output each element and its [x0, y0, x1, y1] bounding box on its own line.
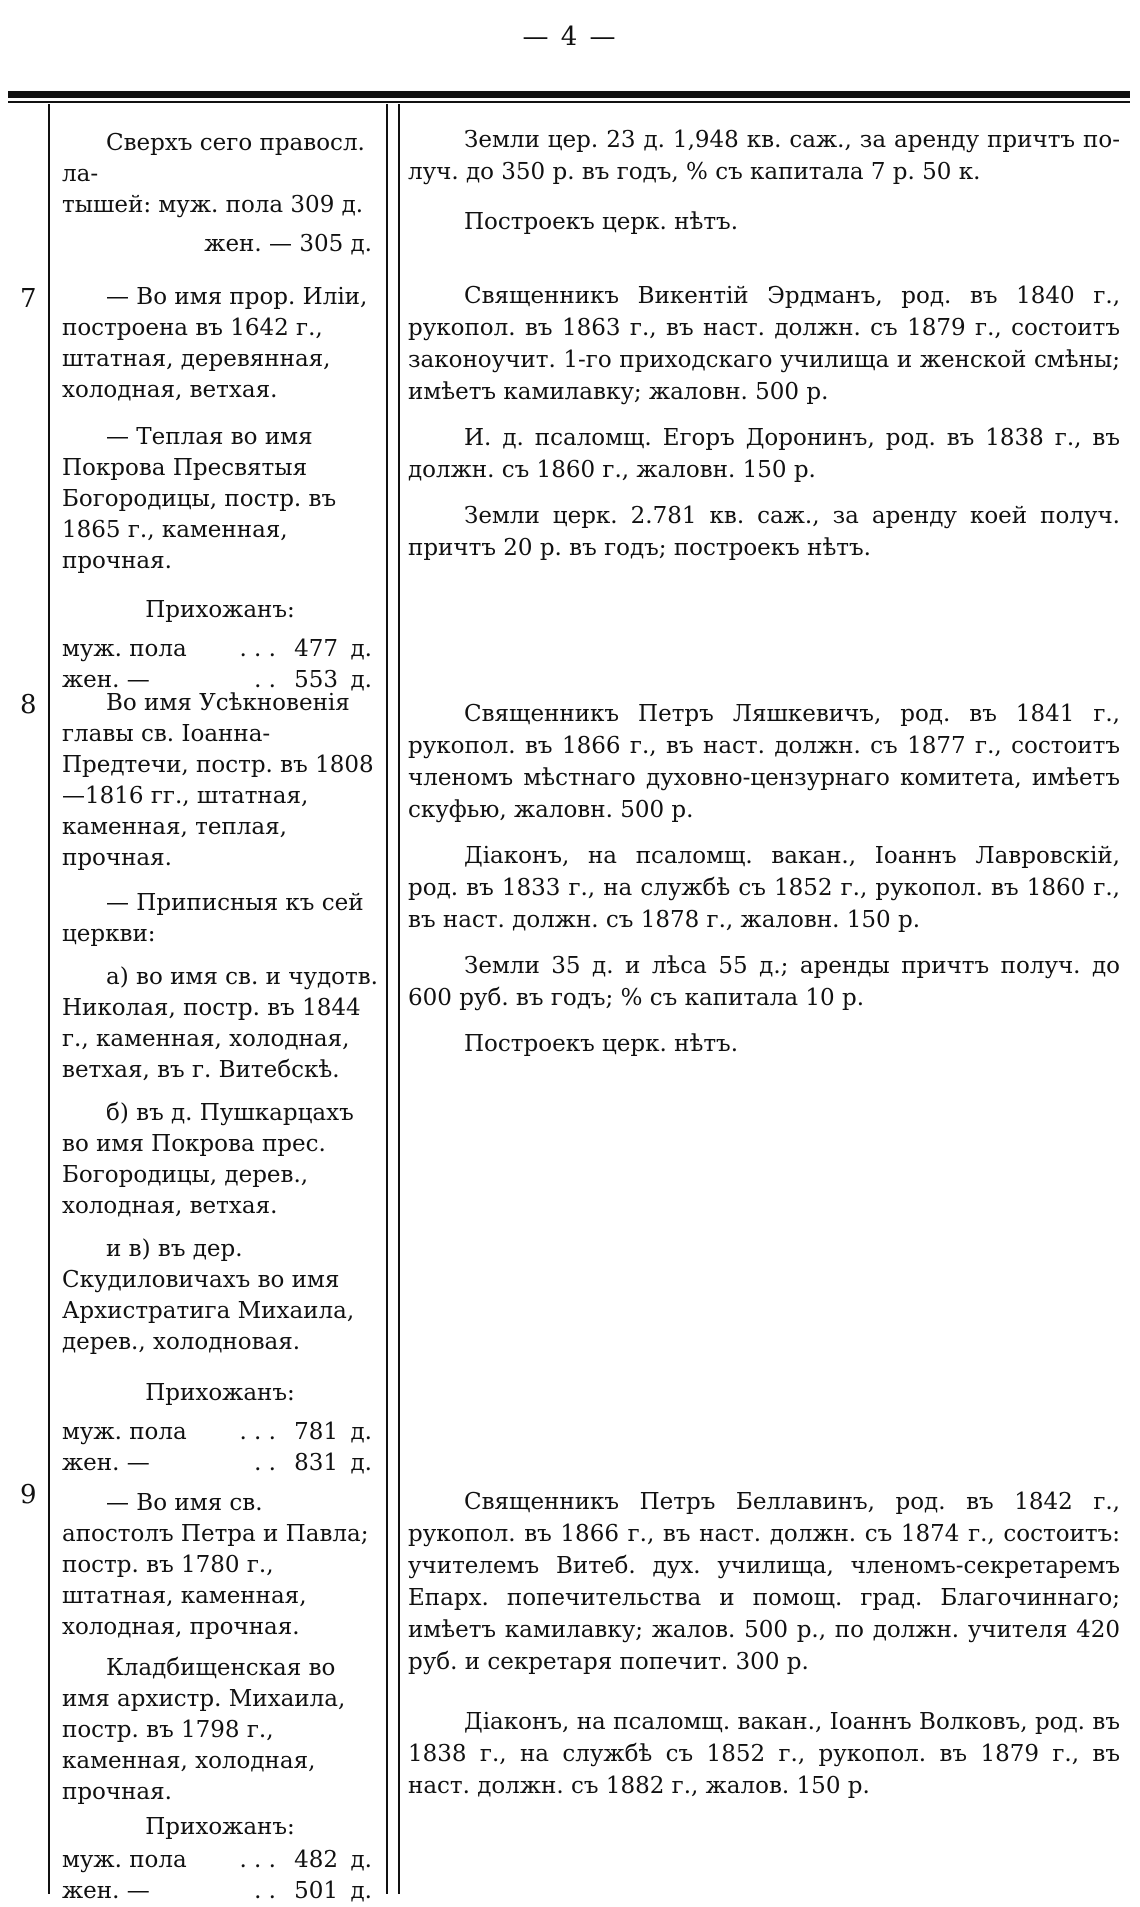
- column-divider-double-left: [386, 104, 388, 1894]
- church-description: Во имя Усѣкновенія главы св. Іоанна-Предтечи, постр. въ 1808—1816 гг., штатная, каменная, теплая, прочная.: [62, 690, 374, 871]
- male-label: муж. пола: [62, 636, 187, 662]
- unit: д.: [350, 1450, 372, 1476]
- entry-9-left: [62, 1488, 378, 1907]
- parishioners-label: Прихожанъ:: [145, 597, 295, 623]
- attached-church: а) во имя св. и чудотв. Николая, постр. въ 1844 г., каменная, холодная, ветхая, въ г. Витебскѣ.: [62, 964, 378, 1083]
- church-text: жен. — 305 д.: [204, 231, 372, 257]
- leader-dots: . .: [254, 1450, 276, 1476]
- male-label: муж. пола: [62, 1419, 187, 1445]
- page-number: — 4 —: [522, 22, 618, 52]
- entry-8-left: [62, 688, 378, 1479]
- column-divider-number: [48, 104, 50, 1894]
- female-label: жен. —: [62, 1450, 150, 1476]
- land-paragraph: Земли церк. 2.781 кв. саж., за аренду коей получ. причтъ 20 р. въ годъ; построекъ нѣтъ.: [408, 503, 1120, 561]
- female-label: жен. —: [62, 667, 150, 693]
- clergy-paragraph: Священникъ Петръ Ляшкевичъ, род. въ 1841 г., рукопол. въ 1866 г., въ наст. должн. съ 1877 г., состоитъ членомъ мѣстнаго духовно-цензурнаго комитета, имѣетъ скуфью, жаловн. 500 р.: [408, 701, 1120, 823]
- female-label: жен. —: [62, 1878, 150, 1904]
- leader-dots: . . .: [239, 636, 276, 662]
- clergy-paragraph: И. д. псаломщ. Егоръ Доронинъ, род. въ 1838 г., въ должн. съ 1860 г., жаловн. 150 р.: [408, 425, 1120, 483]
- entry-number: 7: [20, 284, 37, 314]
- leader-dots: . . .: [239, 1847, 276, 1873]
- header-rule-thin: [8, 101, 1130, 103]
- parishioners-male-row: [62, 1845, 372, 1876]
- attached-churches-heading: — Приписныя къ сей церкви:: [62, 890, 364, 947]
- church-text: тышей: муж. пола 309 д.: [62, 192, 364, 218]
- clergy-paragraph: Діаконъ, на псаломщ. вакан., Іоаннъ Волковъ, род. въ 1838 г., на службѣ съ 1852 г., рукопол. въ 1879 г., въ наст. должн. съ 1882 г., жалов. 150 р.: [408, 1709, 1120, 1799]
- church-description: — Теплая во имя Покрова Пресвятыя Богородицы, постр. въ 1865 г., каменная, прочная.: [62, 424, 337, 574]
- unit: д.: [350, 667, 372, 693]
- entry-number: 9: [20, 1480, 37, 1510]
- unit: д.: [350, 1847, 372, 1873]
- entry-continuation-left: [62, 128, 378, 260]
- parishioners-female-row: [62, 1448, 372, 1479]
- male-count: 482: [294, 1847, 338, 1873]
- female-count: 553: [294, 667, 338, 693]
- entry-9-right: [408, 1486, 1120, 1802]
- church-text: Сверхъ сего правосл. ла-: [62, 130, 365, 187]
- column-divider-double-right: [398, 104, 400, 1894]
- church-description: Кладбищенская во имя архистр. Михаила, постр. въ 1798 г., каменная, холодная, прочная.: [62, 1655, 346, 1805]
- clergy-paragraph: Діаконъ, на псаломщ. вакан., Іоаннъ Лавровскій, род. въ 1833 г., на службѣ съ 1852 г., рукопол. въ 1860 г., въ наст. должн. съ 1878 г., жаловн. 150 р.: [408, 843, 1120, 933]
- male-count: 781: [294, 1419, 338, 1445]
- parishioners-male-row: [62, 1417, 372, 1448]
- leader-dots: . . .: [239, 1419, 276, 1445]
- clergy-paragraph: Построекъ церк. нѣтъ.: [464, 209, 739, 235]
- entry-continuation-right: [408, 124, 1120, 238]
- header-rule: [8, 91, 1130, 98]
- clergy-paragraph: Священникъ Викентій Эрдманъ, род. въ 1840 г., рукопол. въ 1863 г., въ наст. должн. съ 1879 г., состоитъ законоучит. 1-го приходскаго училища и женской смѣны; имѣетъ камилавку; жаловн. 500 р.: [408, 283, 1120, 405]
- male-label: муж. пола: [62, 1847, 187, 1873]
- unit: д.: [350, 1878, 372, 1904]
- buildings-paragraph: Построекъ церк. нѣтъ.: [464, 1031, 739, 1057]
- attached-church: и в) въ дер. Скудиловичахъ во имя Архистратига Михаила, дерев., холодновая.: [62, 1236, 355, 1355]
- parishioners-female-row: [62, 1876, 372, 1907]
- parishioners-label: Прихожанъ:: [145, 1814, 295, 1840]
- church-description: — Во имя св. апостолъ Петра и Павла; постр. въ 1780 г., штатная, каменная, холодная, прочная.: [62, 1490, 369, 1640]
- female-count: 501: [294, 1878, 338, 1904]
- clergy-paragraph: Священникъ Петръ Беллавинъ, род. въ 1842 г., рукопол. въ 1866 г., въ наст. должн. съ 1874 г., состоитъ: учителемъ Витеб. дух. училища, членомъ-секретаремъ Епарх. попечительства и помощ. град. Благочиннаго; имѣетъ камилавку; жалов. 500 р., по должн. учителя 420 руб. и секретаря попечит. 300 р.: [408, 1489, 1120, 1675]
- entry-7-left: [62, 282, 378, 696]
- parishioners-label: Прихожанъ:: [145, 1380, 295, 1406]
- unit: д.: [350, 1419, 372, 1445]
- leader-dots: . .: [254, 667, 276, 693]
- unit: д.: [350, 636, 372, 662]
- female-count: 831: [294, 1450, 338, 1476]
- clergy-paragraph: Земли цер. 23 д. 1,948 кв. саж., за аренду причтъ по-луч. до 350 р. въ годъ, % съ капитала 7 р. 50 к.: [408, 127, 1120, 185]
- land-paragraph: Земли 35 д. и лѣса 55 д.; аренды причтъ получ. до 600 руб. въ годъ; % съ капитала 10 р.: [408, 953, 1120, 1011]
- entry-7-right: [408, 280, 1120, 564]
- male-count: 477: [294, 636, 338, 662]
- entry-number: 8: [20, 690, 37, 720]
- attached-church: б) въ д. Пушкарцахъ во имя Покрова прес. Богородицы, дерев., холодная, ветхая.: [62, 1100, 354, 1219]
- church-description: — Во имя прор. Иліи, построена въ 1642 г., штатная, деревянная, холодная, ветхая.: [62, 284, 368, 403]
- entry-8-right: [408, 698, 1120, 1060]
- parishioners-male-row: [62, 634, 372, 665]
- leader-dots: . .: [254, 1878, 276, 1904]
